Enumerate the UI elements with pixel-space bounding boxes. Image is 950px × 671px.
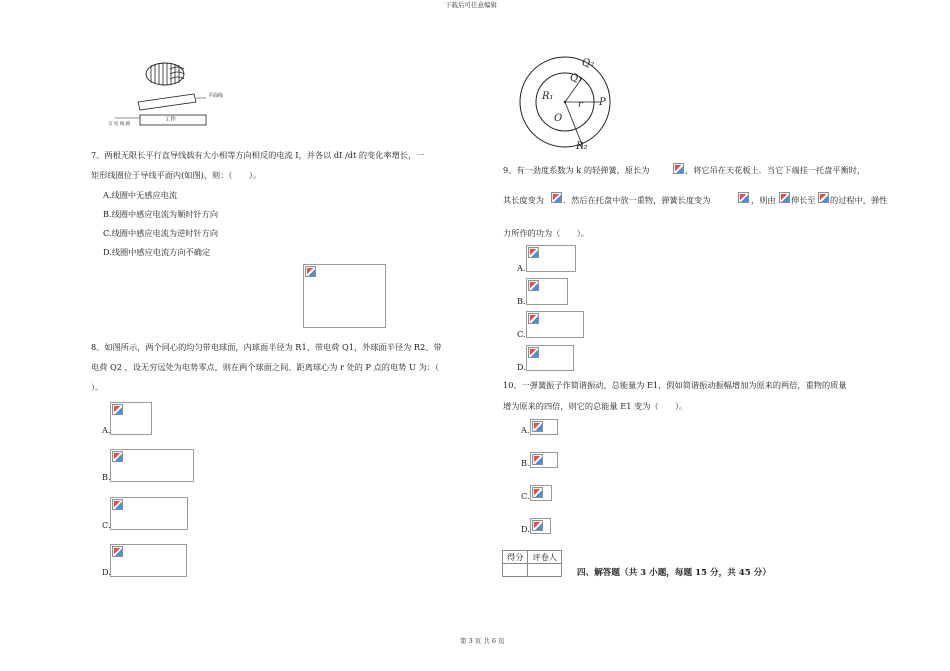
q9-option-a[interactable]: A.	[517, 263, 526, 273]
q9-line2c: ，则由	[751, 195, 776, 205]
q8-option-a-image	[110, 402, 152, 435]
q8-line3: ）。	[91, 382, 104, 392]
q10-option-c[interactable]: C.	[521, 491, 530, 501]
q7-option-a: A.线圈中无感应电流	[103, 190, 178, 200]
broken-image-icon	[112, 499, 123, 510]
q8-option-c[interactable]: C.	[102, 520, 111, 530]
q9-option-d[interactable]: D.	[517, 362, 526, 372]
q8-option-d-image	[110, 544, 187, 577]
q8-line2: 电荷 Q2 ，设无穷远处为电势零点，则在两个球面之间、距离球心为 r 处的 P 点的电势 U 为：（	[91, 362, 439, 372]
q10-option-a-image	[530, 419, 558, 435]
q7-option-c: C.线圈中感应电流为逆时针方向	[103, 228, 219, 238]
page-header: 下载后可任意编辑	[445, 1, 497, 9]
q9-option-d-image	[526, 345, 574, 371]
q10-option-a[interactable]: A.	[521, 425, 530, 435]
q9-line1b: ，将它吊在天花板上．当它下端挂一托盘平衡时，	[685, 165, 866, 175]
broken-image-icon	[532, 487, 543, 498]
q9-option-b[interactable]: B.	[517, 296, 526, 306]
q10-line1: 10、一弹簧振子作简谐振动，总能量为 E1，假如简谐振动振幅增加为原来的两倍，重物的质量	[503, 380, 847, 390]
q9-line1a: 9、有一劲度系数为 k 的轻弹簧，原长为	[503, 165, 650, 175]
label-q1: Q₁	[570, 73, 583, 84]
broken-image-icon	[779, 192, 790, 203]
broken-image-icon	[818, 192, 829, 203]
q8-option-a[interactable]: A.	[102, 425, 111, 435]
label-r2: R₂	[576, 141, 588, 152]
q9-option-c-image	[526, 311, 584, 338]
label-r: r	[578, 100, 583, 110]
broken-image-icon	[532, 454, 543, 465]
broken-image-icon	[551, 192, 562, 203]
q10-option-b[interactable]: B.	[521, 458, 530, 468]
q10-option-b-image	[530, 452, 558, 468]
label-q2: Q₂	[582, 58, 595, 69]
broken-image-icon	[305, 266, 316, 277]
broken-image-icon	[112, 404, 123, 415]
broken-image-icon	[112, 546, 123, 557]
q8-option-b-image	[110, 449, 194, 482]
q9-option-a-image	[526, 245, 576, 272]
q8-option-c-image	[110, 497, 188, 530]
broken-image-icon	[528, 280, 539, 291]
label-pinggan: 平面线	[208, 93, 224, 99]
broken-image-icon	[532, 520, 543, 531]
q10-line2: 增为原来的四倍，则它的总能量 E1 变为（ ）。	[503, 401, 688, 411]
q9-line2b: ．然后在托盘中放一重物，弹簧长度变为	[563, 195, 711, 205]
broken-image-icon	[528, 313, 539, 324]
broken-image-icon	[738, 192, 749, 203]
spheres-figure	[510, 55, 620, 155]
broken-image-icon	[532, 421, 543, 432]
label-o: O	[554, 113, 563, 124]
q9-line2d: 伸长至	[791, 195, 816, 205]
score-cell[interactable]	[503, 564, 528, 577]
label-p: P	[599, 97, 606, 108]
score-table	[502, 550, 562, 577]
q7-option-d: D.线圈中感应电流方向不确定	[103, 247, 211, 257]
label-gongjian: 工件	[165, 117, 177, 123]
q10-option-d-image	[530, 518, 551, 534]
page-footer: 第 3 页 共 6 页	[460, 637, 505, 645]
q7-figure-placeholder	[303, 264, 386, 328]
section-title: 四、解答题（共 3 小题，每题 15 分，共 45 分）	[577, 568, 771, 578]
label-r1: R₁	[542, 91, 554, 102]
q7-option-b: B.线圈中感应电流为顺时针方向	[103, 209, 219, 219]
broken-image-icon	[528, 247, 539, 258]
q9-option-c[interactable]: C.	[517, 329, 526, 339]
q8-line1: 8、如图所示，两个同心的均匀带电球面，内球面半径为 R1、带电荷 Q1，外球面半径为 R2、带	[91, 342, 442, 352]
broken-image-icon	[112, 451, 123, 462]
q10-option-c-image	[530, 485, 552, 501]
label-left: 交 电 线 路	[108, 122, 131, 127]
q10-option-d[interactable]: D.	[521, 524, 530, 534]
q9-line2e: 的过程中，弹性	[830, 195, 888, 205]
q7-line1: 7、两根无限长平行直导线载有大小相等方向相反的电流 I，并各以 dI /dt 的变化率增长，一	[91, 150, 425, 160]
q8-option-d[interactable]: D.	[102, 567, 111, 577]
q8-option-b[interactable]: B.	[102, 472, 111, 482]
q9-line3: 力所作的功为（ ）。	[503, 228, 589, 238]
grader-header: 评卷人	[528, 551, 562, 564]
grader-cell[interactable]	[528, 564, 562, 577]
q9-line2a: 其长度变为	[503, 195, 544, 205]
q9-option-b-image	[526, 278, 568, 305]
q7-line2: 矩形线圈位于导线平面内(如图)，则：（ ）。	[91, 170, 262, 180]
score-header: 得分	[503, 551, 528, 564]
broken-image-icon	[673, 163, 684, 174]
broken-image-icon	[528, 347, 539, 358]
induction-figure	[110, 60, 230, 132]
